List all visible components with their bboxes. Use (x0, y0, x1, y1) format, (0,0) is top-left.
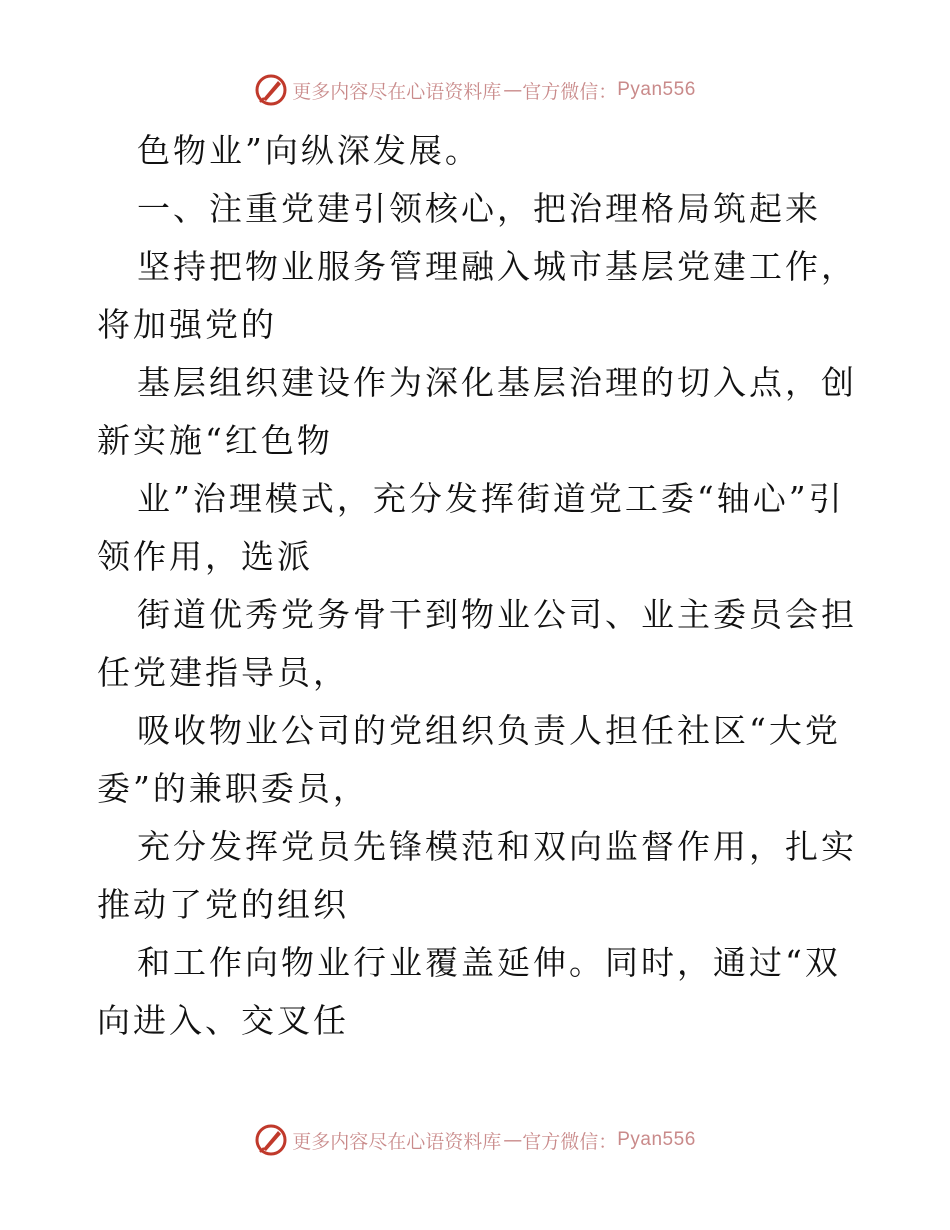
paragraph: 吸收物业公司的党组织负责人担任社区“大党委”的兼职委员， (97, 711, 841, 808)
watermark-wechat-label: 官方微信： (522, 1130, 618, 1153)
watermark-wechat-id: Pyan556 (617, 1129, 696, 1150)
watermark-separator: — (503, 1129, 521, 1151)
feather-pen-logo-icon (254, 1123, 288, 1157)
header-watermark (0, 70, 950, 110)
paragraph: 业”治理模式，充分发挥街道党工委“轴心”引领作用，选派 (97, 479, 845, 576)
paragraph: 和工作向物业行业覆盖延伸。同时，通过“双向进入、交叉任 (97, 943, 841, 1040)
paragraph: 基层组织建设作为深化基层治理的切入点，创新实施“红色物 (97, 363, 857, 460)
watermark-brand: 更多内容尽在心语资料库 (292, 80, 502, 103)
feather-pen-logo-icon (254, 73, 288, 107)
footer-watermark (0, 1120, 950, 1160)
watermark-wechat-id: Pyan556 (617, 79, 696, 100)
paragraph: 坚持把物业服务管理融入城市基层党建工作，将加强党的 (97, 247, 857, 344)
paragraph: 色物业”向纵深发展。 (137, 131, 481, 170)
watermark-brand: 更多内容尽在心语资料库 (292, 1130, 502, 1153)
watermark-separator: — (503, 79, 521, 101)
document-body (97, 122, 857, 1050)
section-heading: 一、注重党建引领核心，把治理格局筑起来 (137, 189, 821, 228)
paragraph: 街道优秀党务骨干到物业公司、业主委员会担任党建指导员， (97, 595, 857, 692)
watermark-wechat-label: 官方微信： (522, 80, 618, 103)
paragraph: 充分发挥党员先锋模范和双向监督作用，扎实推动了党的组织 (97, 827, 857, 924)
